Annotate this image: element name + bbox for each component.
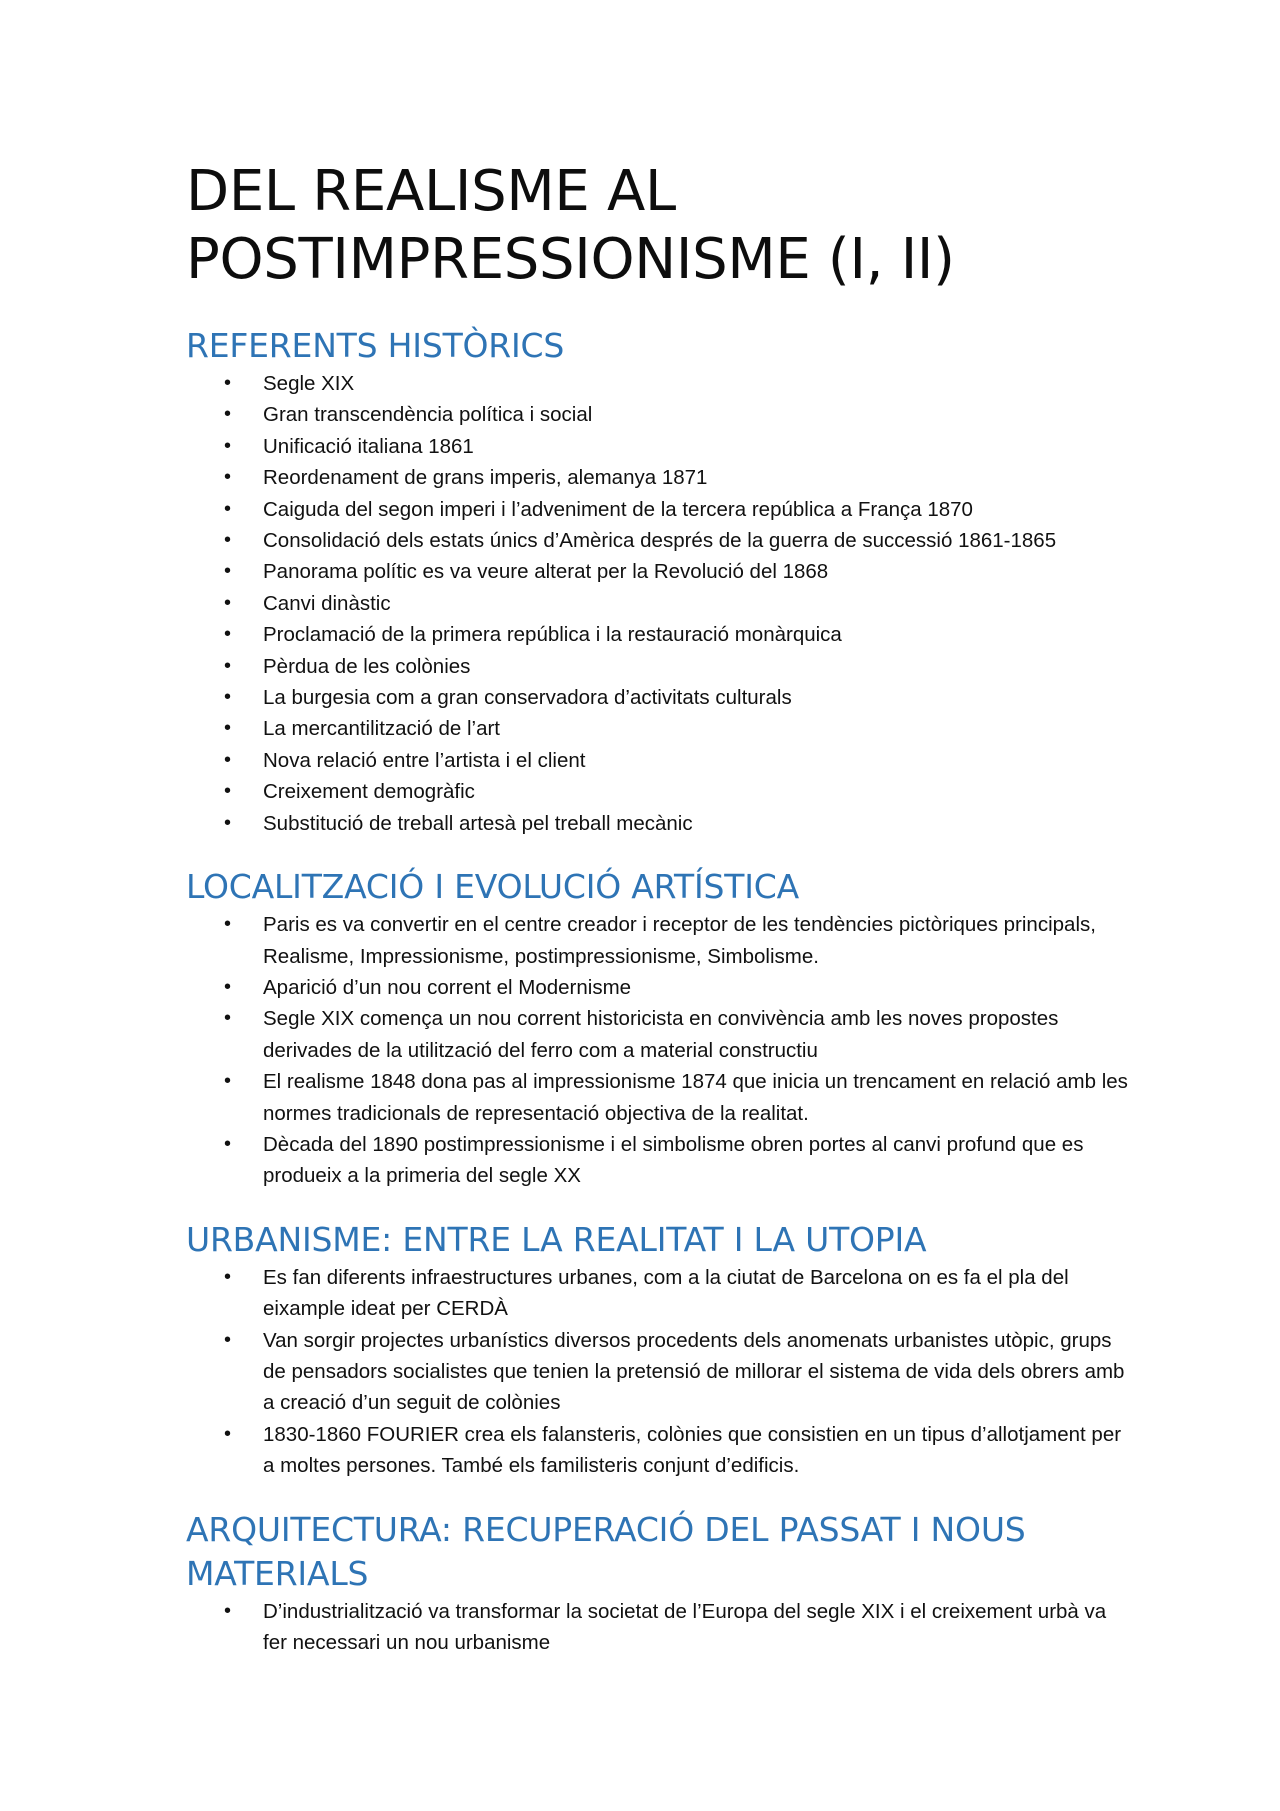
bullet-icon: • (224, 717, 232, 740)
bullet-icon: • (224, 1265, 232, 1288)
list-item (186, 399, 1130, 430)
section-heading: REFERENTS HISTÒRICS (186, 326, 565, 365)
list-item (186, 909, 1130, 972)
bullet-list (186, 909, 1130, 1192)
section-heading: LOCALITZACIÓ I EVOLUCIÓ ARTÍSTICA (186, 867, 799, 907)
section-heading: URBANISME: ENTRE LA REALITAT I LA UTOPIA (186, 1219, 927, 1259)
bullet-icon: • (224, 1328, 232, 1351)
section-heading: ARQUITECTURA: RECUPERACIÓ DEL PASSAT I NOUS MATERIALS (186, 1509, 1026, 1593)
bullet-icon: • (224, 1070, 232, 1093)
list-item (186, 682, 1130, 713)
bullet-icon: • (224, 591, 232, 614)
list-item (186, 972, 1130, 1003)
bullet-icon: • (224, 686, 232, 709)
list-item (186, 651, 1130, 682)
list-item (186, 1262, 1130, 1325)
list-item-text: El realisme 1848 dona pas al impressionisme 1874 que inicia un trencament en relació amb les normes tradicionals de representació objectiva de la realitat. (263, 1070, 1128, 1125)
list-item-text: Paris es va convertir en el centre creador i receptor de les tendències pictòriques principals, Realisme, Impressionisme, postimpressionisme, Simbolisme. (263, 913, 1096, 968)
list-item-text: Es fan diferents infraestructures urbanes, com a la ciutat de Barcelona on es fa el pla del eixample ideat per CERDÀ (263, 1265, 1069, 1321)
list-item-text: 1830-1860 FOURIER crea els falansteris, colònies que consistien en un tipus d’allotjament per a moltes persones. També els familisteris conjunt d’edificis. (263, 1422, 1122, 1478)
list-item (186, 368, 1130, 399)
list-item (186, 713, 1130, 744)
section-referents-historics (186, 324, 1130, 839)
list-item-text: Van sorgir projectes urbanístics diversos procedents dels anomenats urbanistes utòpic, grups de pensadors socialistes que tenien la pretensió de millorar el sistema de vida dels obrers amb a creació d’un seguit de colònies (263, 1328, 1125, 1415)
list-item (186, 745, 1130, 776)
list-item-text: Dècada del 1890 postimpressionisme i el simbolisme obren portes al canvi profund que es produeix a la primeria del segle XX (263, 1132, 1084, 1188)
bullet-icon: • (224, 466, 232, 489)
section-arquitectura (186, 1508, 1130, 1659)
section-localitzacio (186, 865, 1130, 1192)
bullet-icon: • (224, 780, 232, 803)
bullet-icon: • (224, 1007, 232, 1030)
list-item-text: Canvi dinàstic (263, 591, 391, 615)
list-item-text: La burgesia com a gran conservadora d’activitats culturals (263, 686, 792, 710)
bullet-list (186, 1262, 1130, 1482)
list-item-text: Segle XIX comença un nou corrent historicista en convivència amb les noves propostes derivades de la utilització del ferro com a material constructiu (263, 1007, 1059, 1062)
document-title: DEL REALISME AL POSTIMPRESSIONISME (I, II) (186, 159, 955, 292)
list-item-text: Consolidació dels estats únics d’Amèrica després de la guerra de successió 1861-1865 (263, 529, 1057, 553)
list-item (186, 431, 1130, 462)
bullet-icon: • (224, 529, 232, 552)
list-item-text: Nova relació entre l’artista i el client (263, 748, 586, 772)
list-item-text: Reordenament de grans imperis, alemanya 1871 (263, 466, 708, 490)
list-item-text: Proclamació de la primera república i la restauració monàrquica (263, 623, 842, 647)
list-item (186, 619, 1130, 650)
list-item (186, 588, 1130, 619)
bullet-icon: • (224, 1422, 232, 1445)
list-item-text: Segle XIX (263, 372, 355, 395)
section-urbanisme (186, 1218, 1130, 1482)
list-item-text: Panorama polític es va veure alterat per la Revolució del 1868 (263, 560, 829, 584)
bullet-list (186, 368, 1130, 839)
list-item-text: Caiguda del segon imperi i l’adveniment de la tercera república a França 1870 (263, 497, 973, 521)
list-item-text: Aparició d’un nou corrent el Modernisme (263, 975, 632, 999)
list-item-text: Pèrdua de les colònies (263, 654, 471, 678)
list-item-text: Creixement demogràfic (263, 780, 475, 804)
list-item-text: Substitució de treball artesà pel treball mecànic (263, 811, 693, 835)
bullet-icon: • (224, 403, 232, 426)
list-item (186, 1325, 1130, 1419)
list-item (186, 1003, 1130, 1066)
list-item (186, 494, 1130, 525)
bullet-icon: • (224, 1132, 232, 1155)
bullet-icon: • (224, 1599, 232, 1622)
list-item-text: Unificació italiana 1861 (263, 434, 474, 458)
bullet-list (186, 1596, 1130, 1659)
list-item (186, 525, 1130, 556)
bullet-icon: • (224, 372, 232, 394)
list-item (186, 1419, 1130, 1482)
list-item (186, 462, 1130, 493)
bullet-icon: • (224, 748, 232, 771)
list-item (186, 1066, 1130, 1129)
list-item (186, 1129, 1130, 1192)
list-item (186, 808, 1130, 839)
bullet-icon: • (224, 654, 232, 677)
list-item (186, 1596, 1130, 1659)
bullet-icon: • (224, 434, 232, 457)
list-item (186, 776, 1130, 807)
bullet-icon: • (224, 497, 232, 520)
list-item-text: La mercantilització de l’art (263, 717, 500, 741)
bullet-icon: • (224, 975, 232, 998)
list-item (186, 556, 1130, 587)
list-item-text: D’industrialització va transformar la societat de l’Europa del segle XIX i el creixement urbà va fer necessari un nou urbanisme (263, 1599, 1107, 1654)
list-item-text: Gran transcendència política i social (263, 403, 593, 427)
bullet-icon: • (224, 811, 232, 834)
bullet-icon: • (224, 913, 232, 936)
bullet-icon: • (224, 560, 232, 583)
bullet-icon: • (224, 623, 232, 646)
